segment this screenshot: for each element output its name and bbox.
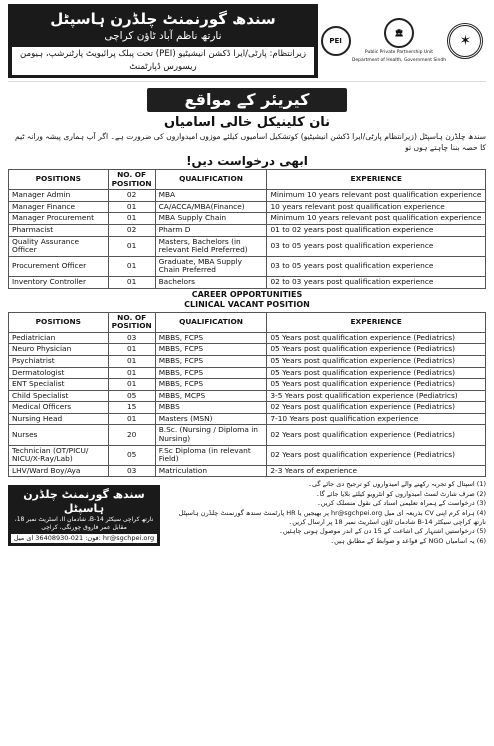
count-cell: 03 [108, 332, 155, 344]
ppp-unit-caption: Public Private Partnership Unit [364, 50, 434, 55]
table-row [9, 276, 486, 288]
count-cell: 01 [108, 379, 155, 391]
health-dept-caption: Department of Health, Government Sindh [351, 58, 447, 63]
table-row [9, 213, 486, 225]
table-row [9, 379, 486, 391]
count-cell: 05 [108, 445, 155, 465]
apply-now-text: ابھی درخواست دیں! [186, 154, 308, 168]
experience-cell: 01 to 02 years post qualification experience [267, 224, 486, 236]
qualification-cell: Masters, Bachelors (in relevant Field Preferred) [155, 236, 267, 256]
experience-cell: 2-3 Years of experience [267, 465, 486, 477]
position-cell: Nurses [9, 425, 109, 445]
qualification-cell: Pharm D [155, 224, 267, 236]
footer-hospital-name: سندھ گورنمنٹ چلڈرن ہاسپٹل [23, 488, 145, 516]
experience-cell: Minimum 10 years relevant post qualification experience [267, 190, 486, 202]
table-row [9, 190, 486, 202]
table-row [9, 236, 486, 256]
col-header-experience: EXPERIENCE [267, 170, 486, 190]
clinical-table [8, 312, 486, 478]
footer-contact: فون: 021-36408930 ای میل: hr@sgchpei.org [11, 534, 157, 543]
management-line: زیرانتظام: پارٹی/ایرا ڈکشن انیشیٹیو (PEI) تحت پبلک پرائیویٹ پارٹنرشپ، ہیومن ریسورس ڈپارٹمنٹ [12, 47, 314, 75]
qualification-cell: Matriculation [155, 465, 267, 477]
position-cell: Procurement Officer [9, 256, 109, 276]
header [8, 4, 486, 82]
footer-contact-box [8, 485, 160, 546]
position-cell: ENT Specialist [9, 379, 109, 391]
qualification-cell: MBBS, FCPS [155, 367, 267, 379]
count-cell: 01 [108, 201, 155, 213]
position-cell: Neuro Physician [9, 344, 109, 356]
pei-logo-icon: PEI [321, 26, 351, 56]
position-cell: Pharmacist [9, 224, 109, 236]
position-cell: Manager Admin [9, 190, 109, 202]
ppp-unit-logo-icon: 🏛 [384, 18, 414, 48]
col-header-count: NO. OF POSITION [108, 312, 155, 332]
qualification-cell: MBBS, FCPS [155, 355, 267, 367]
note-item: (5) درخواستیں اشتہار کی اشاعت کے 15 دن کے اندر موصول ہونی چاہئیں۔ [279, 527, 486, 536]
table-row [9, 344, 486, 356]
experience-cell: 05 Years post qualification experience (Pediatrics) [267, 344, 486, 356]
position-cell: Inventory Controller [9, 276, 109, 288]
col-header-qualification: QUALIFICATION [155, 312, 267, 332]
table-row [9, 355, 486, 367]
count-cell: 15 [108, 402, 155, 414]
table-row [9, 224, 486, 236]
experience-cell: 03 to 05 years post qualification experience [267, 256, 486, 276]
note-item: (6) یہ اسامیاں NGO کے قواعد و ضوابط کے مطابق ہیں۔ [330, 536, 486, 545]
hospital-title-box [8, 4, 318, 78]
note-item: (2) صرف شارٹ لسٹ امیدواروں کو انٹرویو کیلئے بلایا جائے گا۔ [315, 489, 486, 498]
count-cell: 01 [108, 256, 155, 276]
qualification-cell: MBA [155, 190, 267, 202]
qualification-cell: MBBS, FCPS [155, 332, 267, 344]
note-item: (4) ہراہ کرم اپنی CV بذریعہ ای میل hr@sgchpei.org پر بھیجیں یا HR پارٹمنٹ سندھ گورنمنٹ چلڈرن ہاسپٹل نارتھ کراچی سیکٹر 14-B شادمان ٹاؤن اسٹریٹ نمبر 18 پر ارسال کریں۔ [178, 508, 486, 527]
instruction-notes [160, 480, 486, 546]
position-cell: Dermatologist [9, 367, 109, 379]
experience-cell: 7-10 Years post qualification experience [267, 413, 486, 425]
col-header-count: NO. OF POSITION [108, 170, 155, 190]
qualification-cell: Masters (MSN) [155, 413, 267, 425]
qualification-cell: CA/ACCA/MBA(Finance) [155, 201, 267, 213]
table-row [9, 390, 486, 402]
table-row [9, 367, 486, 379]
table-row [9, 465, 486, 477]
col-header-qualification: QUALIFICATION [155, 170, 267, 190]
experience-cell: Minimum 10 years relevant post qualification experience [267, 213, 486, 225]
count-cell: 01 [108, 213, 155, 225]
qualification-cell: MBBS [155, 402, 267, 414]
table-header-row [9, 170, 486, 190]
count-cell: 02 [108, 190, 155, 202]
ppp-unit-logo [352, 18, 446, 64]
experience-cell: 05 Years post qualification experience (Pediatrics) [267, 379, 486, 391]
clinical-title-line-2: CLINICAL VACANT POSITION [184, 299, 310, 309]
count-cell: 01 [108, 236, 155, 256]
experience-cell: 05 Years post qualification experience (Pediatrics) [267, 332, 486, 344]
table-row [9, 332, 486, 344]
position-cell: Technician (OT/PICU/ NICU/X-Ray/Lab) [9, 445, 109, 465]
count-cell: 05 [108, 390, 155, 402]
experience-cell: 02 Years post qualification experience (Pediatrics) [267, 445, 486, 465]
qualification-cell: F.Sc Diploma (in relevant Field) [155, 445, 267, 465]
position-cell: Manager Procurement [9, 213, 109, 225]
hospital-name: سندھ گورنمنٹ چلڈرن ہاسپٹل [50, 10, 276, 28]
col-header-experience: EXPERIENCE [267, 312, 486, 332]
count-cell: 01 [108, 344, 155, 356]
logo-strip [318, 4, 486, 78]
note-item: (1) اسپتال کو تجربہ رکھنے والے امیدواروں کو ترجیح دی جائے گی۔ [308, 480, 486, 489]
qualification-cell: MBBS, FCPS [155, 379, 267, 391]
table-row [9, 445, 486, 465]
experience-cell: 05 Years post qualification experience (Pediatrics) [267, 355, 486, 367]
col-header-positions: POSITIONS [9, 312, 109, 332]
qualification-cell: MBBS, MCPS [155, 390, 267, 402]
experience-cell: 10 years relevant post qualification experience [267, 201, 486, 213]
qualification-cell: B.Sc. (Nursing / Diploma in Nursing) [155, 425, 267, 445]
position-cell: LHV/Ward Boy/Aya [9, 465, 109, 477]
count-cell: 01 [108, 355, 155, 367]
intro-text: سندھ چلڈرن ہاسپٹل (زیرانتظام پارٹی/ایرا ڈکشن انیشیٹیو) کوتشکیل اسامیوں کیلئے موزوں امیدواروں کی ضرورت ہے۔ اگر آپ ہماری پیشہ ورانہ ٹیم کا حصہ بننا چاہتے ہوں تو [15, 132, 486, 152]
count-cell: 20 [108, 425, 155, 445]
count-cell: 01 [108, 367, 155, 379]
experience-cell: 02 to 03 years post qualification experience [267, 276, 486, 288]
bottom-section [8, 480, 486, 546]
career-banner: کیریئر کے مواقع [147, 88, 347, 112]
qualification-cell: Bachelors [155, 276, 267, 288]
table-row [9, 256, 486, 276]
position-cell: Quality Assurance Officer [9, 236, 109, 256]
count-cell: 02 [108, 224, 155, 236]
footer-address: نارتھ کراچی سیکٹر 14-B، شادمان II، اسٹریٹ نمبر 18، مقابل عمر فاروق چورنگی، کراچی [14, 516, 154, 532]
position-cell: Psychiatrist [9, 355, 109, 367]
table-row [9, 425, 486, 445]
col-header-positions: POSITIONS [9, 170, 109, 190]
sindh-govt-seal [447, 23, 483, 59]
table-row [9, 402, 486, 414]
position-cell: Manager Finance [9, 201, 109, 213]
experience-cell: 05 Years post qualification experience (Pediatrics) [267, 367, 486, 379]
position-cell: Pediatrician [9, 332, 109, 344]
experience-cell: 02 Years post qualification experience (Pediatrics) [267, 402, 486, 414]
count-cell: 01 [108, 276, 155, 288]
experience-cell: 03 to 05 years post qualification experience [267, 236, 486, 256]
pei-logo [321, 26, 351, 56]
experience-cell: 3-5 Years post qualification experience (Pediatrics) [267, 390, 486, 402]
qualification-cell: Graduate, MBA Supply Chain Preferred [155, 256, 267, 276]
hospital-location: نارتھ ناظم آباد ٹاؤن کراچی [104, 30, 222, 42]
position-cell: Medical Officers [9, 402, 109, 414]
nonclinical-table [8, 169, 486, 289]
clinical-heading [8, 289, 486, 312]
clinical-title-line-1: CAREER OPPORTUNITIES [191, 289, 303, 299]
nonclinical-heading: نان کلینیکل خالی اسامیاں [163, 115, 331, 130]
count-cell: 01 [108, 413, 155, 425]
position-cell: Nursing Head [9, 413, 109, 425]
experience-cell: 02 Years post qualification experience (Pediatrics) [267, 425, 486, 445]
table-row [9, 201, 486, 213]
note-item: (3) درخواست کے ہمراہ تعلیمی اسناد کی نقول منسلک کریں۔ [316, 499, 486, 508]
sindh-seal-icon: ✶ [447, 23, 483, 59]
qualification-cell: MBA Supply Chain [155, 213, 267, 225]
table-row [9, 413, 486, 425]
position-cell: Child Specialist [9, 390, 109, 402]
table-header-row [9, 312, 486, 332]
qualification-cell: MBBS, FCPS [155, 344, 267, 356]
count-cell: 03 [108, 465, 155, 477]
